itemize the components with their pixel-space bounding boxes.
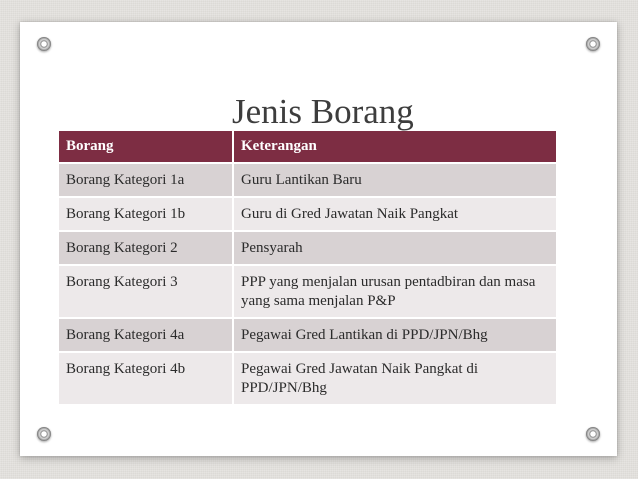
table-row (59, 352, 556, 404)
table-row (59, 318, 556, 352)
pin-icon (37, 37, 51, 51)
cell-borang: Borang Kategori 1b (59, 197, 233, 231)
cell-borang: Borang Kategori 4a (59, 318, 233, 352)
table-row (59, 231, 556, 265)
pin-icon (37, 427, 51, 441)
cell-borang: Borang Kategori 2 (59, 231, 233, 265)
table-row (59, 197, 556, 231)
cell-borang: Borang Kategori 3 (59, 265, 233, 318)
pin-icon (586, 427, 600, 441)
cell-keterangan: Pensyarah (233, 231, 556, 265)
cell-keterangan: Pegawai Gred Jawatan Naik Pangkat di PPD/JPN/Bhg (233, 352, 556, 404)
cell-keterangan: Guru Lantikan Baru (233, 163, 556, 197)
table-header-row (59, 131, 556, 163)
table-row (59, 163, 556, 197)
table-row (59, 265, 556, 318)
cell-keterangan: Pegawai Gred Lantikan di PPD/JPN/Bhg (233, 318, 556, 352)
cell-borang: Borang Kategori 4b (59, 352, 233, 404)
header-keterangan: Keterangan (233, 131, 556, 163)
borang-table (59, 131, 556, 404)
cell-borang: Borang Kategori 1a (59, 163, 233, 197)
slide-title: Jenis Borang (232, 92, 414, 131)
header-borang: Borang (59, 131, 233, 163)
cell-keterangan: PPP yang menjalan urusan pentadbiran dan masa yang sama menjalan P&P (233, 265, 556, 318)
pin-icon (586, 37, 600, 51)
cell-keterangan: Guru di Gred Jawatan Naik Pangkat (233, 197, 556, 231)
